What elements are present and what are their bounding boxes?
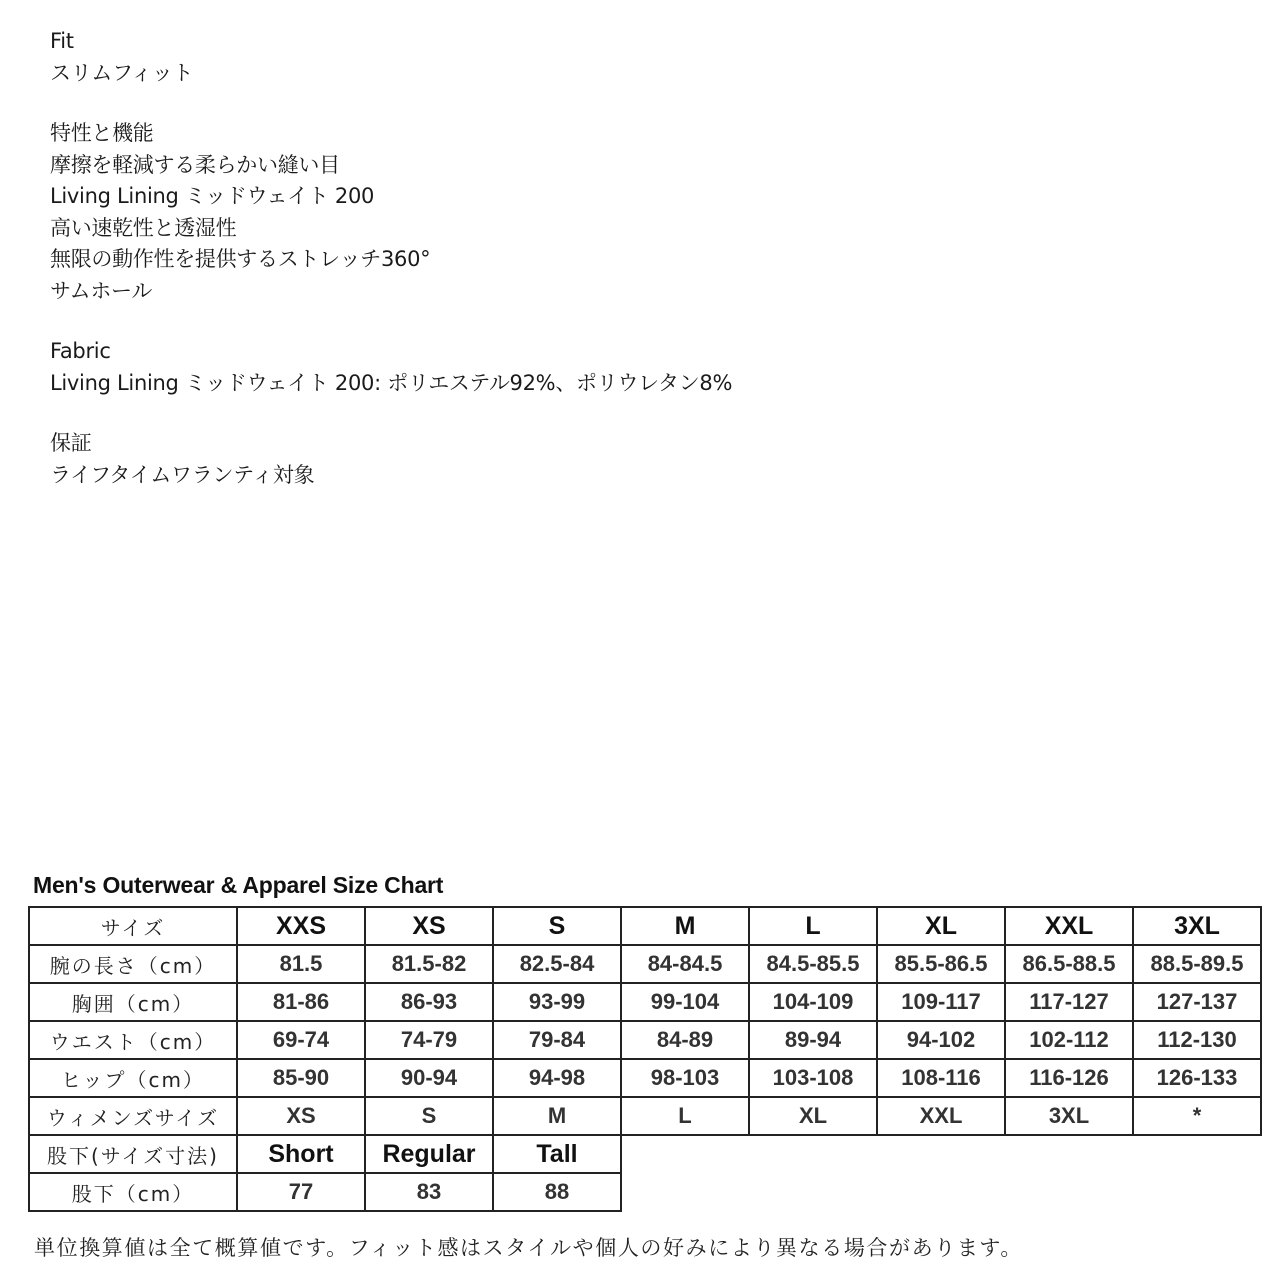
table-cell: 93-99 [493,983,621,1021]
fit-value: スリムフィット [50,60,194,85]
table-cell: 84-84.5 [621,945,749,983]
size-header-label: サイズ [29,907,237,945]
size-header-cell: XXS [237,907,365,945]
table-cell: 89-94 [749,1021,877,1059]
size-header-cell: S [493,907,621,945]
table-cell: 3XL [1005,1097,1133,1135]
table-cell: 104-109 [749,983,877,1021]
table-cell: 116-126 [1005,1059,1133,1097]
row-label: ウィメンズサイズ [29,1097,237,1135]
size-header-cell: M [621,907,749,945]
table-cell: 86-93 [365,983,493,1021]
table-cell: 82.5-84 [493,945,621,983]
warranty-heading: 保証 [50,431,92,455]
table-cell: 99-104 [621,983,749,1021]
table-cell: 94-102 [877,1021,1005,1059]
feature-item: 無限の動作性を提供するストレッチ360° [50,247,431,271]
table-cell: 126-133 [1133,1059,1261,1097]
table-cell: XL [749,1097,877,1135]
table-cell: 86.5-88.5 [1005,945,1133,983]
table-cell: 81.5 [237,945,365,983]
size-chart-note: 単位換算値は全て概算値です。フィット感はスタイルや個人の好みにより異なる場合があります。 [34,1236,1023,1260]
empty-area [621,1135,1261,1173]
product-description [50,26,1230,520]
table-cell: 90-94 [365,1059,493,1097]
row-label: 股下（cm） [29,1173,237,1211]
feature-item: 摩擦を軽減する柔らかい縫い目 [50,152,340,177]
table-cell: 84.5-85.5 [749,945,877,983]
table-cell: 88.5-89.5 [1133,945,1261,983]
table-cell: 103-108 [749,1059,877,1097]
size-header-cell: XS [365,907,493,945]
row-label: 腕の長さ（cm） [29,945,237,983]
table-cell: 84-89 [621,1021,749,1059]
warranty-value: ライフタイムワランティ対象 [50,462,315,487]
feature-item: サムホール [50,278,153,303]
table-cell: 94-98 [493,1059,621,1097]
table-cell: 85.5-86.5 [877,945,1005,983]
table-cell: 85-90 [237,1059,365,1097]
table-cell: 112-130 [1133,1021,1261,1059]
table-cell: 108-116 [877,1059,1005,1097]
table-cell: L [621,1097,749,1135]
row-label: 胸囲（cm） [29,983,237,1021]
table-cell: 127-137 [1133,983,1261,1021]
empty-area [621,1173,1261,1211]
table-row [29,1021,1261,1059]
inseam-type-cell: Short [237,1135,365,1173]
table-row [29,1097,1261,1135]
feature-item: Living Lining ミッドウェイト 200 [50,184,375,208]
size-header-cell: 3XL [1133,907,1261,945]
table-cell: S [365,1097,493,1135]
table-cell: 109-117 [877,983,1005,1021]
table-cell: XS [237,1097,365,1135]
size-chart-table [28,906,1262,1212]
table-row [29,983,1261,1021]
features-section [50,118,1230,307]
inseam-type-cell: Tall [493,1135,621,1173]
fabric-heading: Fabric [50,339,111,363]
table-cell: 77 [237,1173,365,1211]
table-row [29,945,1261,983]
size-header-cell: L [749,907,877,945]
table-row [29,1059,1261,1097]
inseam-type-row [29,1135,1261,1173]
table-cell: M [493,1097,621,1135]
fabric-value: Living Lining ミッドウェイト 200: ポリエステル92%、ポリウレタン8% [50,370,733,395]
table-cell: 69-74 [237,1021,365,1059]
fit-heading: Fit [50,29,74,53]
table-cell: 79-84 [493,1021,621,1059]
feature-item: 高い速乾性と透湿性 [50,215,237,240]
table-cell: XXL [877,1097,1005,1135]
table-cell: 98-103 [621,1059,749,1097]
inseam-type-cell: Regular [365,1135,493,1173]
size-header-cell: XXL [1005,907,1133,945]
fit-section [50,26,1230,89]
table-cell: * [1133,1097,1261,1135]
fabric-section [50,336,1230,399]
table-cell: 81.5-82 [365,945,493,983]
row-label: ヒップ（cm） [29,1059,237,1097]
table-cell: 102-112 [1005,1021,1133,1059]
size-header-cell: XL [877,907,1005,945]
inseam-value-row [29,1173,1261,1211]
size-header-row [29,907,1261,945]
row-label: ウエスト（cm） [29,1021,237,1059]
warranty-section [50,428,1230,491]
size-chart-title: Men's Outerwear & Apparel Size Chart [33,872,444,898]
table-cell: 117-127 [1005,983,1133,1021]
table-cell: 88 [493,1173,621,1211]
table-cell: 81-86 [237,983,365,1021]
table-cell: 74-79 [365,1021,493,1059]
table-cell: 83 [365,1173,493,1211]
features-heading: 特性と機能 [50,121,154,145]
inseam-label: 股下(サイズ寸法) [29,1135,237,1173]
